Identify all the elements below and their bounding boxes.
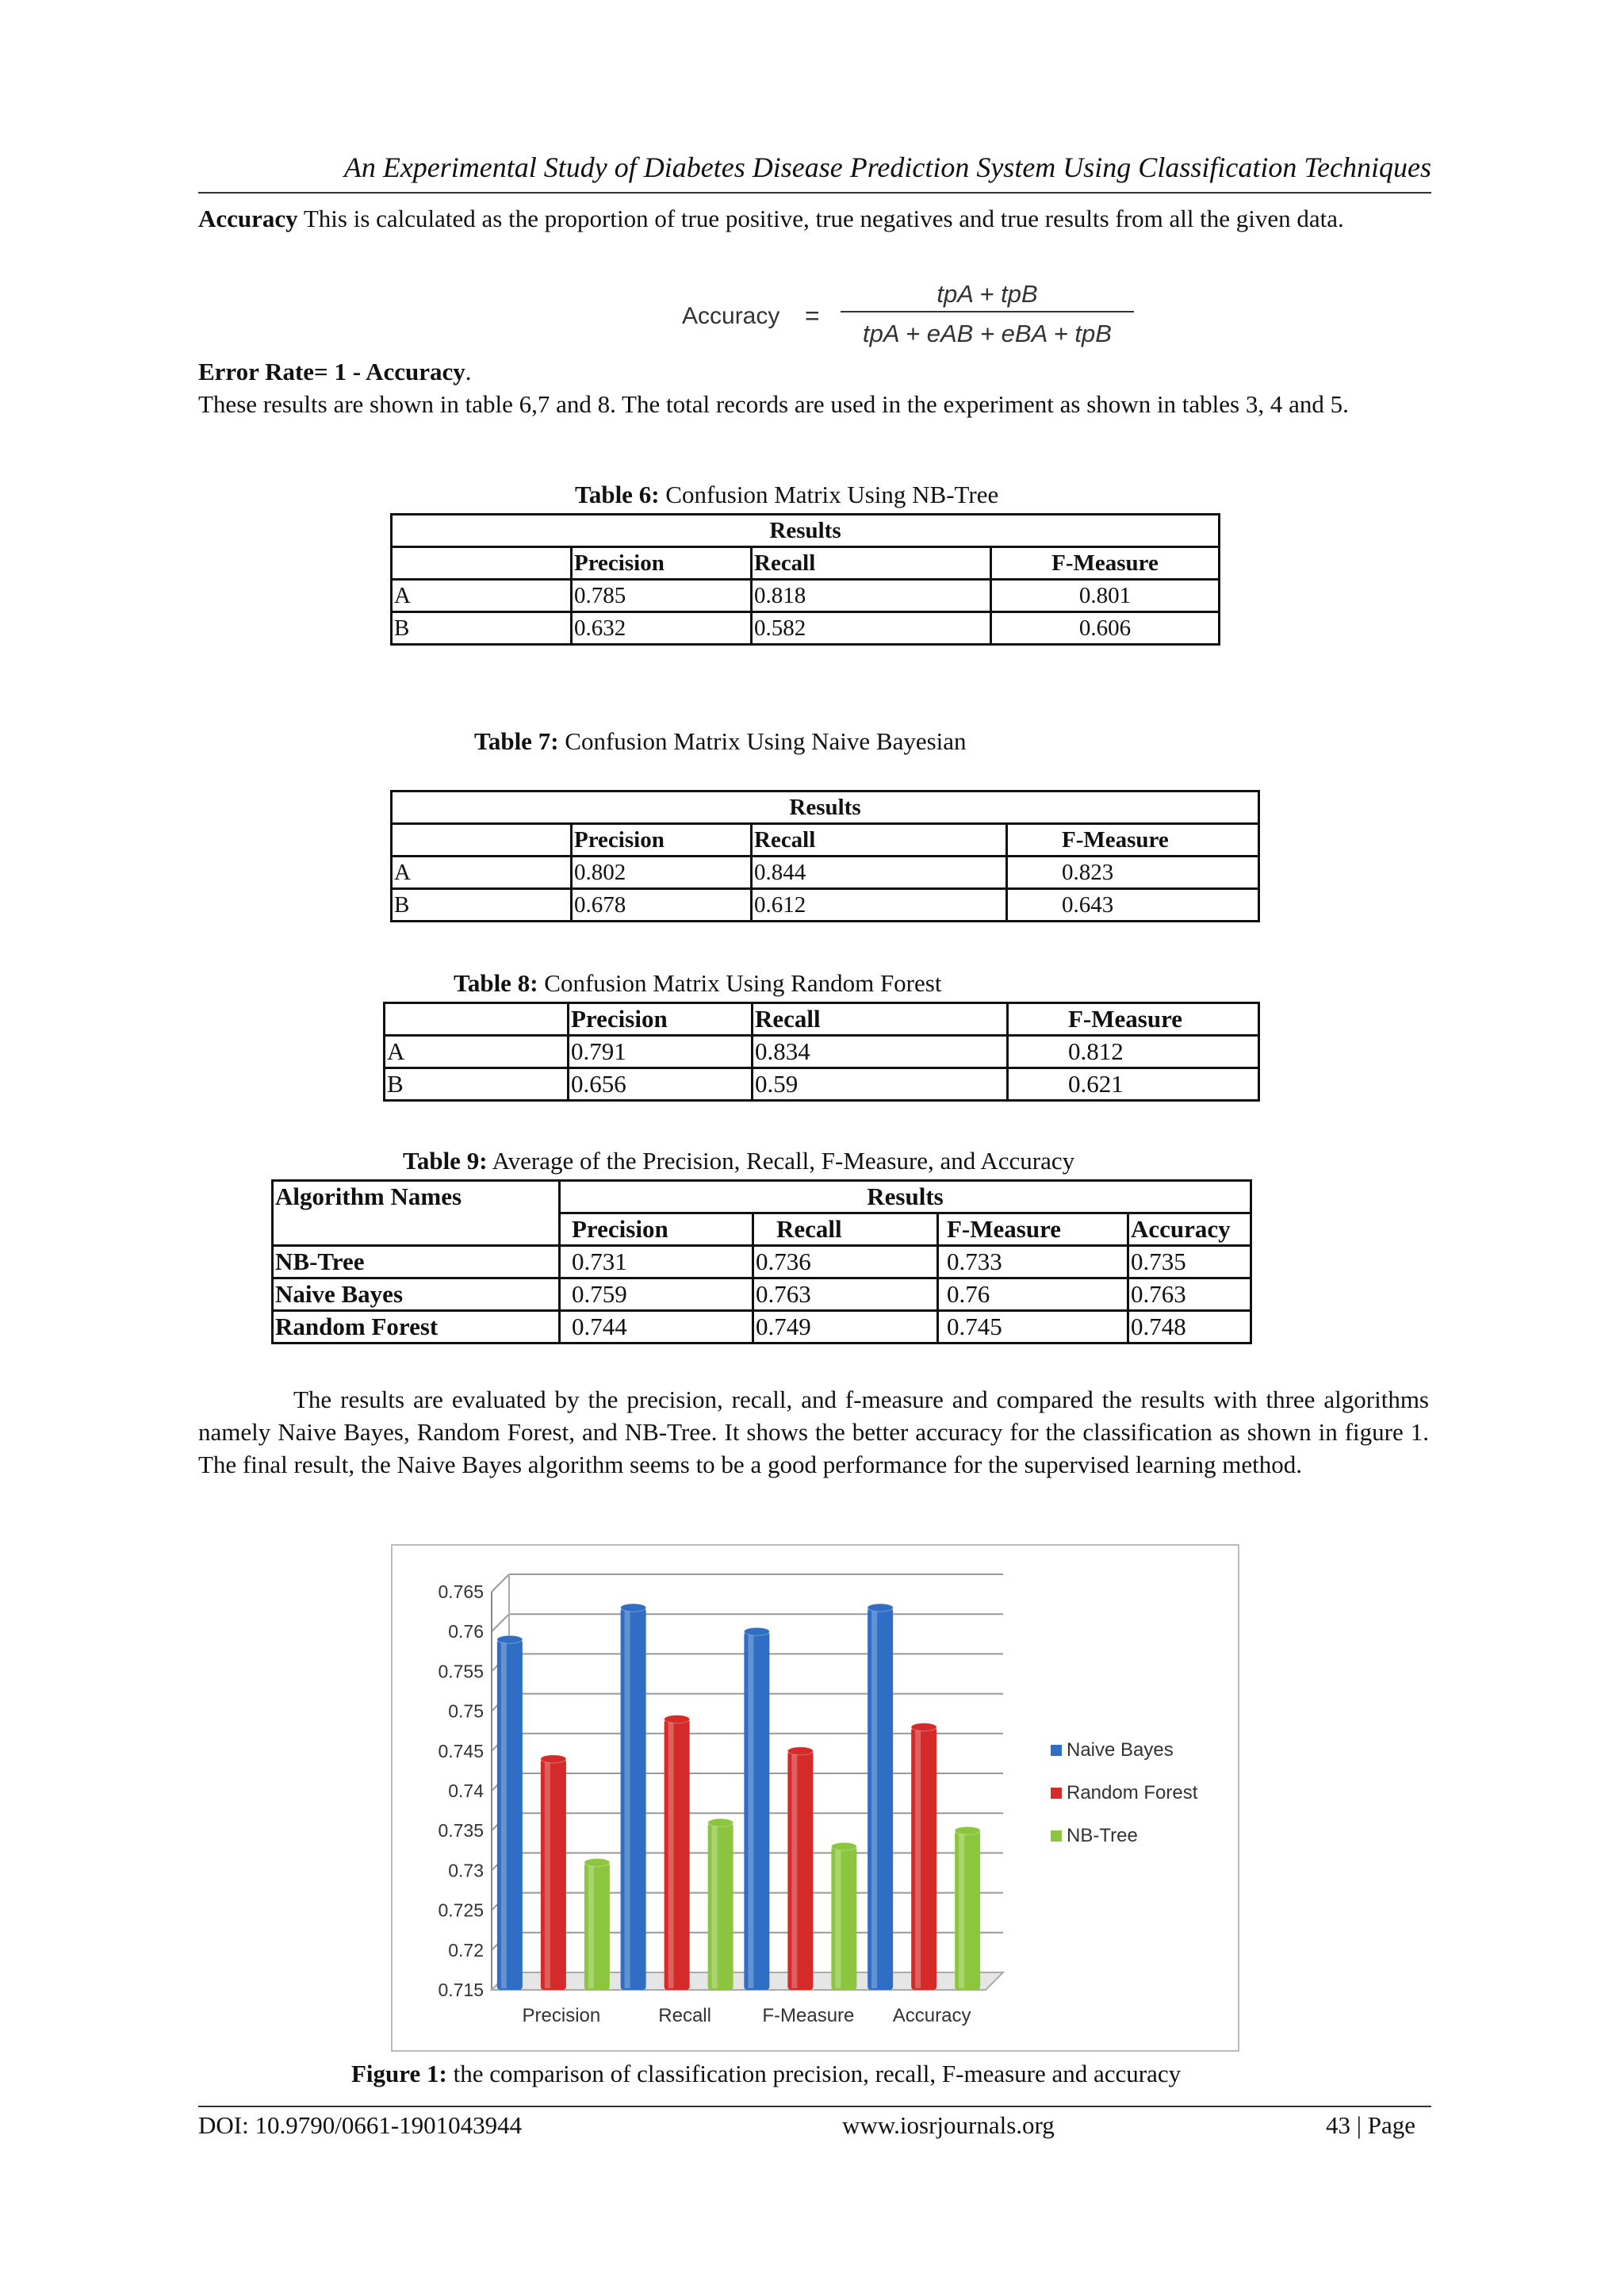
- accuracy-text: This is calculated as the proportion of true positive, true negatives and true results from all the given data.: [297, 205, 1344, 232]
- bar-highlight: [871, 1611, 877, 1988]
- accuracy-definition: [198, 202, 1429, 235]
- bar-highlight: [545, 1762, 550, 1988]
- table6-caption: Table 6: Confusion Matrix Using NB-Tree: [575, 481, 999, 508]
- y-tick-label: 0.73: [448, 1860, 484, 1881]
- bar-highlight: [835, 1849, 841, 1988]
- y-tick-label: 0.76: [448, 1621, 484, 1642]
- table-row: NB-Tree 0.731 0.736 0.733 0.735: [273, 1246, 1251, 1278]
- y-tick-label: 0.745: [438, 1740, 484, 1761]
- x-tick-label: Recall: [658, 2005, 711, 2026]
- formula-denominator: tpA + eAB + eBA + tpB: [863, 320, 1112, 347]
- table-row: B 0.656 0.59 0.621: [385, 1068, 1259, 1101]
- formula-lhs: Accuracy: [682, 303, 780, 329]
- table6-results-header: Results: [392, 515, 1220, 547]
- footer-doi: DOI: 10.9790/0661-1901043944: [198, 2111, 523, 2139]
- table7-results-header: Results: [392, 792, 1259, 824]
- bar-highlight: [959, 1834, 964, 1988]
- y-tick-label: 0.725: [438, 1899, 484, 1921]
- table9-caption: Table 9: Average of the Precision, Recall, F-Measure, and Accuracy: [403, 1147, 1075, 1175]
- formula-fraction: [841, 278, 1134, 352]
- table9-col-precision: Precision: [560, 1213, 753, 1246]
- bar: [497, 1639, 523, 1990]
- bar-top: [665, 1715, 690, 1723]
- bar: [831, 1846, 856, 1990]
- table7-col-precision: Precision: [572, 824, 752, 857]
- table9-col-accuracy: Accuracy: [1128, 1213, 1251, 1246]
- footer-rule: [198, 2106, 1431, 2107]
- legend-swatch: [1051, 1830, 1062, 1842]
- table8-col-precision: Precision: [569, 1003, 753, 1036]
- y-tick-label: 0.755: [438, 1661, 484, 1682]
- bar-highlight: [712, 1826, 718, 1988]
- footer-site: www.iosrjournals.org: [842, 2111, 1055, 2139]
- table9-col-fmeasure: F-Measure: [938, 1213, 1128, 1246]
- table9-results-header: Results: [560, 1181, 1251, 1213]
- legend-label: Random Forest: [1067, 1782, 1198, 1803]
- running-header: An Experimental Study of Diabetes Disease Prediction System Using Classification Techniques: [198, 151, 1431, 194]
- y-tick-label: 0.75: [448, 1700, 484, 1722]
- table9-algo-header: Algorithm Names: [273, 1181, 560, 1246]
- bar-top: [744, 1627, 769, 1635]
- bar-top: [584, 1858, 610, 1866]
- bar-top: [497, 1635, 523, 1643]
- bar-highlight: [915, 1731, 921, 1988]
- table6-results-row: [392, 515, 1220, 547]
- table6-col-recall: Recall: [752, 547, 991, 580]
- bar: [621, 1608, 646, 1990]
- footer-page: 43 | Page: [1326, 2111, 1415, 2139]
- table-row: B 0.632 0.582 0.606: [392, 612, 1220, 645]
- x-tick-label: F-Measure: [762, 2005, 855, 2026]
- legend-swatch: [1051, 1788, 1062, 1799]
- results-paragraph: These results are shown in table 6,7 and 8. The total records are used in the experiment as shown in tables 3, 4 and 5.: [198, 390, 1349, 418]
- y-tick-label: 0.74: [448, 1780, 484, 1801]
- formula-numerator: tpA + tpB: [936, 280, 1038, 308]
- table7: [390, 790, 1260, 922]
- formula-equals: =: [805, 301, 820, 330]
- figure-1: [391, 1544, 1239, 2052]
- table6-header-row: [392, 547, 1220, 580]
- bar: [911, 1727, 936, 1990]
- table7-results-row: [392, 792, 1259, 824]
- bar: [868, 1608, 893, 1990]
- error-rate-label: Error Rate= 1 - Accuracy: [198, 358, 465, 385]
- table-row: B 0.678 0.612 0.643: [392, 889, 1259, 922]
- y-tick-label: 0.715: [438, 1980, 484, 2000]
- table-row: A 0.802 0.844 0.823: [392, 857, 1259, 889]
- y-tick-label: 0.765: [438, 1581, 484, 1602]
- bar-top: [621, 1604, 646, 1612]
- bar-highlight: [748, 1635, 753, 1988]
- bar: [584, 1862, 610, 1990]
- legend-swatch: [1051, 1745, 1062, 1756]
- bar-highlight: [501, 1642, 507, 1988]
- x-tick-label: Accuracy: [892, 2005, 971, 2026]
- table9-top-row: [273, 1181, 1251, 1213]
- bar: [665, 1719, 690, 1990]
- bar-highlight: [588, 1865, 594, 1988]
- bar: [787, 1751, 813, 1990]
- table-row: A 0.785 0.818 0.801: [392, 580, 1220, 612]
- table9: [271, 1179, 1252, 1344]
- table-row: Random Forest 0.744 0.749 0.745 0.748: [273, 1311, 1251, 1343]
- y-tick-label: 0.72: [448, 1939, 484, 1961]
- y-tick-label: 0.735: [438, 1820, 484, 1842]
- x-tick-label: Precision: [522, 2005, 601, 2026]
- accuracy-term: Accuracy: [198, 205, 298, 232]
- gridline-diagonal: [492, 1574, 509, 1592]
- table8-col-fmeasure: F-Measure: [1008, 1003, 1259, 1036]
- bar-top: [955, 1826, 980, 1834]
- bar-top: [708, 1819, 733, 1826]
- table7-col-fmeasure: F-Measure: [1007, 824, 1259, 857]
- table7-caption: Table 7: Confusion Matrix Using Naive Bayesian: [474, 727, 967, 755]
- bar-top: [831, 1842, 856, 1850]
- table8: [383, 1002, 1260, 1102]
- bar-top: [787, 1747, 813, 1755]
- table8-col-recall: Recall: [753, 1003, 1008, 1036]
- table6-col-fmeasure: F-Measure: [991, 547, 1220, 580]
- legend-label: NB-Tree: [1067, 1825, 1138, 1846]
- bar: [708, 1823, 733, 1990]
- table6-col-precision: Precision: [572, 547, 752, 580]
- bar-highlight: [791, 1754, 797, 1988]
- table8-caption: Table 8: Confusion Matrix Using Random Forest: [454, 969, 942, 997]
- bar-highlight: [625, 1611, 630, 1988]
- bar-top: [541, 1755, 566, 1763]
- accuracy-formula: [682, 278, 1134, 357]
- bar: [744, 1631, 769, 1990]
- table6: [390, 513, 1220, 646]
- figure-caption: Figure 1: the comparison of classification precision, recall, F-measure and accuracy: [351, 2060, 1182, 2087]
- bar-highlight: [668, 1723, 674, 1988]
- table-row: A 0.791 0.834 0.812: [385, 1036, 1259, 1068]
- legend-label: Naive Bayes: [1067, 1739, 1174, 1761]
- table7-header-row: [392, 824, 1259, 857]
- table-row: Naive Bayes 0.759 0.763 0.76 0.763: [273, 1278, 1251, 1311]
- table9-col-recall: Recall: [753, 1213, 938, 1246]
- table7-col-recall: Recall: [752, 824, 1007, 857]
- bar-top: [911, 1723, 936, 1731]
- bar-chart: [393, 1546, 1238, 2050]
- table8-header-row: [385, 1003, 1259, 1036]
- gridline-diagonal: [492, 1614, 509, 1631]
- bar: [955, 1830, 980, 1990]
- bar: [541, 1759, 566, 1990]
- error-rate: Error Rate= 1 - Accuracy.: [198, 358, 472, 385]
- bar-top: [868, 1604, 893, 1612]
- conclusion-paragraph: The results are evaluated by the precision, recall, and f-measure and compared the results with three algorithms namely Naive Bayes, Random Forest, and NB-Tree. It shows the better accuracy for the classification as shown in figure 1. The final result, the Naive Bayes algorithm seems to be a good performance for the supervised learning method.: [198, 1386, 1429, 1478]
